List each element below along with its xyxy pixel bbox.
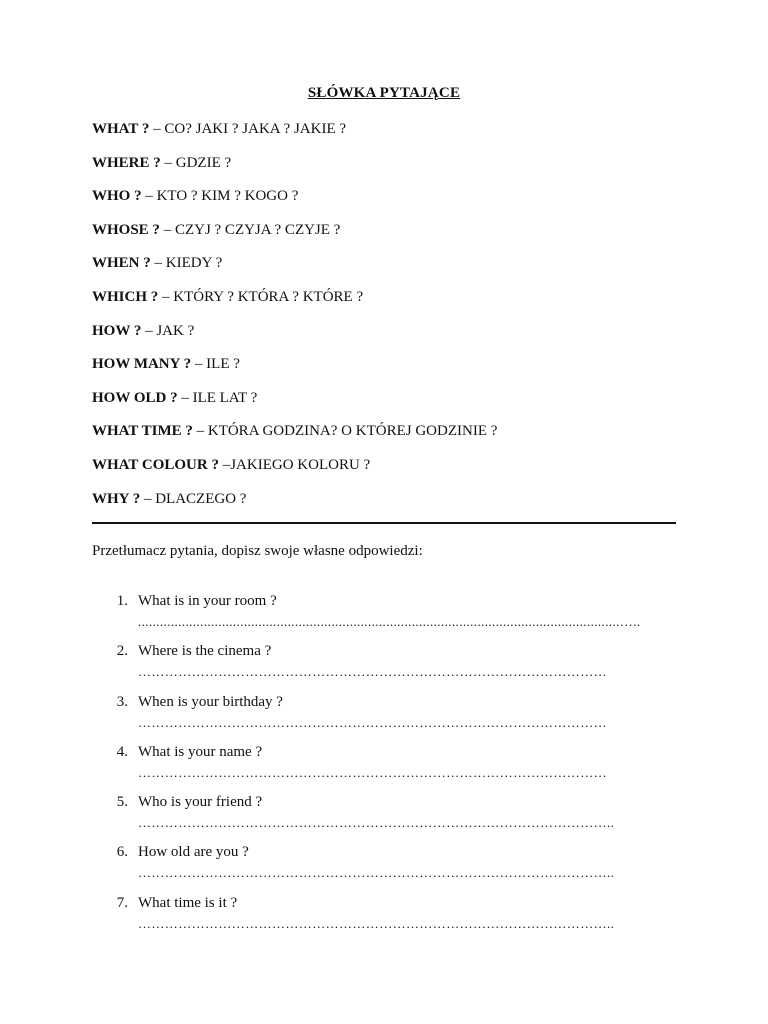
vocab-polish: – DLACZEGO ? bbox=[140, 490, 247, 507]
vocab-item-how-many bbox=[92, 354, 497, 388]
vocab-polish: –JAKIEGO KOLORU ? bbox=[218, 456, 371, 473]
exercise-instruction: Przetłumacz pytania, dopisz swoje własne odpowiedzi: bbox=[92, 543, 423, 559]
question-text: What time is it ? bbox=[138, 894, 238, 911]
vocab-polish: – ILE ? bbox=[191, 356, 240, 373]
question-number: 2. bbox=[116, 643, 128, 660]
answer-line[interactable]: …………………………………………………………………………………………… bbox=[138, 714, 607, 730]
horizontal-divider bbox=[92, 522, 676, 524]
vocab-english: WHO ? bbox=[92, 188, 142, 205]
answer-line[interactable]: …………………………………………………………………………………………… bbox=[138, 764, 607, 780]
vocab-item-what bbox=[92, 119, 497, 153]
question-text: What is your name ? bbox=[138, 743, 263, 760]
answer-line[interactable]: …………………………………………………………………………………………….. bbox=[138, 815, 615, 831]
vocab-polish: – KTÓRA GODZINA? O KTÓREJ GODZINIE ? bbox=[192, 423, 498, 440]
vocab-item-what-colour bbox=[92, 455, 497, 489]
vocab-polish: – GDZIE ? bbox=[160, 154, 232, 171]
vocab-english: WHY ? bbox=[92, 490, 141, 507]
question-number: 6. bbox=[116, 844, 128, 861]
vocab-item-where bbox=[92, 153, 497, 187]
question-text: Who is your friend ? bbox=[138, 794, 263, 811]
vocab-item-what-time bbox=[92, 421, 497, 455]
vocab-item-who bbox=[92, 186, 497, 220]
vocab-polish: – KTÓRY ? KTÓRA ? KTÓRE ? bbox=[158, 288, 364, 305]
vocab-item-why bbox=[92, 489, 497, 523]
vocab-english: WHERE ? bbox=[92, 154, 161, 171]
answer-line[interactable]: …………………………………………………………………………………………….. bbox=[138, 915, 615, 931]
vocab-english: WHAT ? bbox=[92, 121, 150, 137]
vocab-english: WHEN ? bbox=[92, 255, 151, 272]
question-number: 3. bbox=[116, 693, 128, 710]
vocab-polish: – KIEDY ? bbox=[150, 255, 223, 272]
page-title: SŁÓWKA PYTAJĄCE bbox=[307, 85, 461, 101]
vocab-polish: – JAK ? bbox=[141, 322, 195, 339]
vocab-english: HOW MANY ? bbox=[92, 356, 192, 373]
vocab-item-which bbox=[92, 287, 497, 321]
vocab-english: HOW ? bbox=[92, 322, 142, 339]
question-number: 1. bbox=[116, 593, 128, 609]
question-number: 5. bbox=[116, 794, 128, 811]
vocab-english: WHOSE ? bbox=[92, 221, 160, 238]
answer-line[interactable]: ....................................................................................................................................….. bbox=[138, 614, 641, 629]
vocab-polish: – KTO ? KIM ? KOGO ? bbox=[141, 188, 299, 205]
answer-line[interactable]: …………………………………………………………………………………………….. bbox=[138, 865, 615, 881]
vocab-english: WHAT TIME ? bbox=[92, 423, 193, 440]
vocab-item-whose bbox=[92, 220, 497, 254]
vocab-item-how bbox=[92, 321, 497, 355]
question-number: 7. bbox=[116, 894, 128, 911]
vocab-item-when bbox=[92, 253, 497, 287]
answer-line[interactable]: …………………………………………………………………………………………… bbox=[138, 664, 607, 680]
question-text: What is in your room ? bbox=[138, 593, 277, 609]
question-text: When is your birthday ? bbox=[138, 693, 283, 710]
vocabulary-list bbox=[92, 119, 497, 522]
question-text: Where is the cinema ? bbox=[138, 643, 272, 660]
vocab-item-how-old bbox=[92, 388, 497, 422]
vocab-english: WHAT COLOUR ? bbox=[92, 456, 219, 473]
vocab-polish: – CO? JAKI ? JAKA ? JAKIE ? bbox=[149, 121, 347, 137]
vocab-polish: – ILE LAT ? bbox=[177, 389, 258, 406]
question-number: 4. bbox=[116, 743, 128, 760]
vocab-english: WHICH ? bbox=[92, 288, 159, 305]
vocab-english: HOW OLD ? bbox=[92, 389, 178, 406]
vocab-polish: – CZYJ ? CZYJA ? CZYJE ? bbox=[159, 221, 341, 238]
question-text: How old are you ? bbox=[138, 844, 249, 861]
